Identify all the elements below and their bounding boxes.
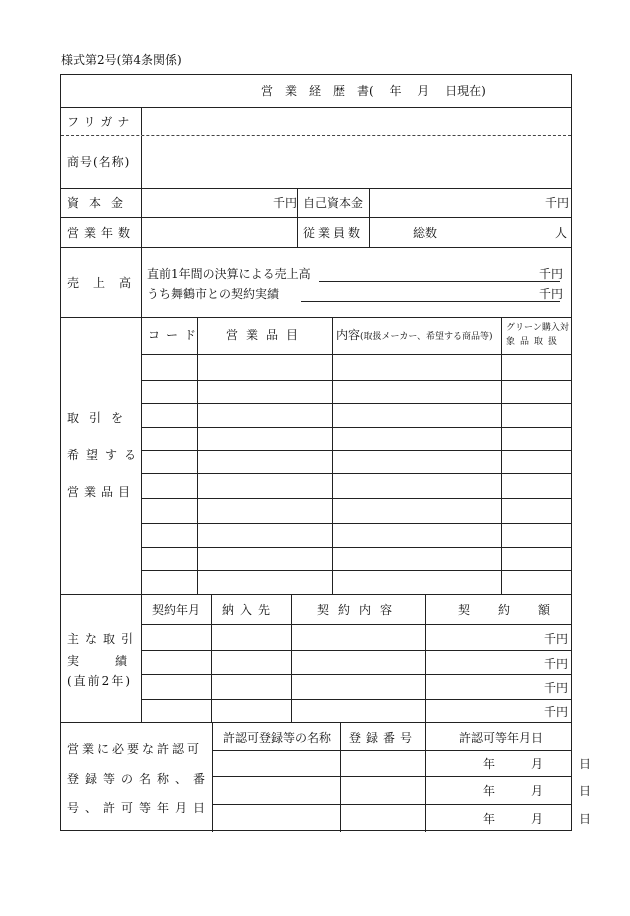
sales-maizuru-label: うち舞鶴市との契約実績: [147, 287, 280, 301]
col-contract-content: 契約内容: [317, 603, 402, 617]
permits-side-label-3: 号、許可等年月日: [67, 801, 212, 815]
years-row: [61, 217, 571, 247]
sales-row: [61, 247, 571, 317]
col-contract-date: 契約年月: [152, 603, 201, 617]
employees-total-label: 総数: [413, 226, 438, 240]
trade-row-2-unit: 千円: [544, 657, 569, 671]
col-contract-amount: 契約額: [458, 603, 579, 617]
company-name-field[interactable]: [142, 136, 571, 188]
col-destination: 納入先: [222, 603, 277, 617]
sales-label: 売上高: [67, 276, 146, 290]
permits-table: [213, 723, 596, 832]
trades-table: [142, 595, 579, 722]
trades-side-label-1: 主な取引: [67, 632, 140, 646]
capital-row: [61, 188, 571, 217]
items-side-label-3: 営業品目: [67, 485, 136, 499]
col-permit-date: 許認可等年月日: [459, 731, 544, 745]
employees-unit: 人: [555, 226, 568, 240]
permits-side-label-1: 営業に必要な許認可: [67, 742, 203, 756]
permits-section: [61, 722, 596, 832]
col-content-note: (取扱メーカー、希望する商品等): [360, 332, 493, 342]
col-permit-number: 登録番号: [349, 731, 418, 745]
permit-row-3-date: 年 月 日: [483, 812, 596, 826]
items-side-label-1: 取引を: [67, 411, 134, 425]
sales-maizuru-unit: 千円: [539, 287, 564, 301]
trade-row-3-unit: 千円: [544, 681, 569, 695]
business-history-form: [60, 74, 596, 831]
col-green-2: 象品取扱: [506, 337, 563, 347]
col-content: [336, 329, 493, 342]
employees-label: 従業員数: [303, 226, 364, 240]
trade-row-1-unit: 千円: [544, 632, 569, 646]
trade-record-section: [61, 594, 579, 722]
sales-last-year-label: 直前1年間の決算による売上高: [147, 267, 311, 281]
form-title: 営 業 経 歴 書( 年 月 日現在): [261, 84, 486, 98]
items-side-label-2: 希望する: [67, 448, 144, 462]
furigana-field[interactable]: [142, 108, 571, 135]
form-number-label: 様式第2号(第4条関係): [61, 53, 182, 67]
furigana-row: [61, 107, 571, 135]
desired-items-section: [61, 317, 571, 594]
items-table: [142, 318, 571, 594]
col-code: コード: [148, 328, 203, 342]
trades-side-label-2: 実績: [67, 654, 164, 668]
furigana-label: フリガナ: [67, 115, 135, 129]
business-years-label: 営業年数: [67, 226, 136, 240]
sales-last-year-unit: 千円: [539, 267, 564, 281]
own-capital-label: 自己資本金: [303, 196, 364, 210]
permit-row-2-date: 年 月 日: [483, 784, 596, 798]
capital-unit: 千円: [273, 196, 298, 210]
own-capital-unit: 千円: [545, 196, 570, 210]
capital-label: 資本金: [67, 196, 134, 210]
col-item: 営業品目: [226, 328, 307, 342]
permit-row-1-date: 年 月 日: [483, 757, 596, 771]
company-name-label: 商号(名称): [67, 155, 131, 169]
col-content-main: 内容: [336, 328, 361, 342]
col-permit-name: 許認可登録等の名称: [223, 731, 332, 745]
col-green-1: グリーン購入対: [506, 323, 569, 333]
permits-side-label-2: 登録等の名称、番: [67, 772, 212, 786]
trade-row-4-unit: 千円: [544, 705, 569, 719]
trades-side-label-3: (直前2年): [67, 674, 132, 688]
company-name-row: [61, 135, 571, 188]
